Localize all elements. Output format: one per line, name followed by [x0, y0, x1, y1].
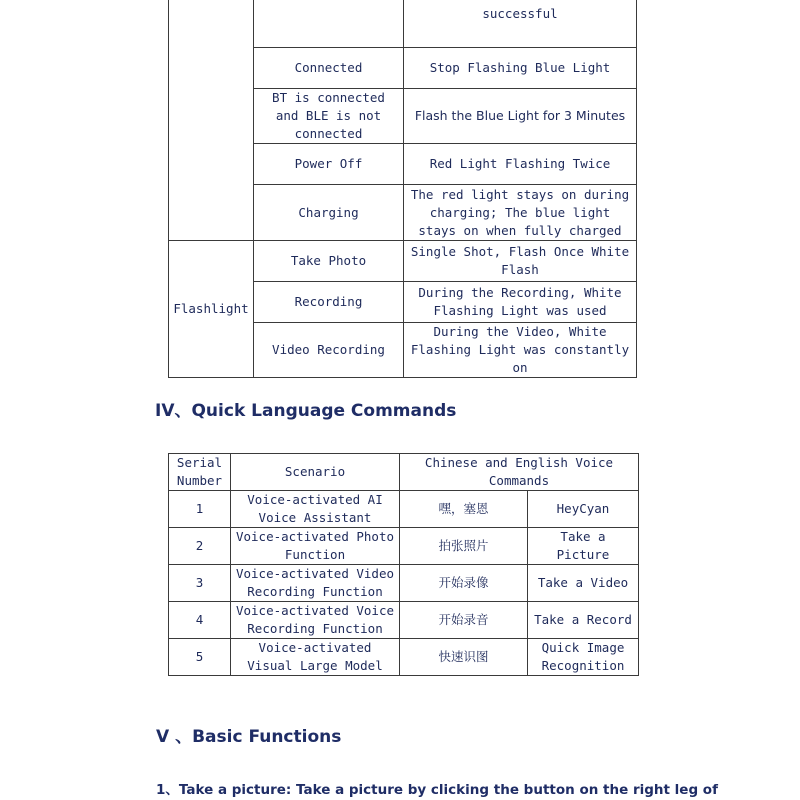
state-cell: Power Off — [254, 144, 404, 185]
take-picture-instruction: 1、Take a picture: Take a picture by clicking the button on the right leg of — [156, 782, 718, 798]
table-header-row — [169, 454, 639, 491]
group-cell-flashlight: Flashlight — [169, 241, 254, 378]
empty-group-cell — [169, 0, 254, 241]
indicator-cell: Single Shot, Flash Once White Flash — [404, 241, 637, 282]
scenario-cell: Voice-activated Video Recording Function — [231, 565, 400, 602]
chinese-command-cell: 开始录像 — [400, 565, 528, 602]
english-command-cell: HeyCyan — [528, 491, 639, 528]
state-cell: BT is connected and BLE is not connected — [254, 89, 404, 144]
table-row — [169, 241, 637, 282]
indicator-cell: During the Recording, White Flashing Light was used — [404, 282, 637, 323]
scenario-cell: Voice-activated Photo Function — [231, 528, 400, 565]
chinese-command-cell: 嘿，塞恩 — [400, 491, 528, 528]
english-command-cell: Quick Image Recognition — [528, 639, 639, 676]
indicator-cell: Flash the Blue Light for 3 Minutes — [404, 89, 637, 144]
scenario-cell: Voice-activated AI Voice Assistant — [231, 491, 400, 528]
serial-cell: 3 — [169, 565, 231, 602]
indicator-cell: The red light stays on during charging; The blue light stays on when fully charged — [404, 185, 637, 241]
header-voice-commands: Chinese and English Voice Commands — [400, 454, 639, 491]
section-heading-basic-functions: V 、Basic Functions — [156, 727, 342, 747]
serial-cell: 1 — [169, 491, 231, 528]
indicator-table — [168, 0, 637, 378]
serial-cell: 5 — [169, 639, 231, 676]
indicator-cell: Stop Flashing Blue Light — [404, 48, 637, 89]
english-command-cell: Take a Video — [528, 565, 639, 602]
state-cell: Charging — [254, 185, 404, 241]
state-cell: Recording — [254, 282, 404, 323]
english-command-cell: Take a Picture — [528, 528, 639, 565]
table-row — [169, 602, 639, 639]
chinese-command-cell: 快速识图 — [400, 639, 528, 676]
section-heading-quick-language-commands: IV、Quick Language Commands — [155, 401, 457, 421]
header-scenario: Scenario — [231, 454, 400, 491]
table-row — [169, 0, 637, 48]
serial-cell: 4 — [169, 602, 231, 639]
indicator-cell: During the Video, White Flashing Light was constantly on — [404, 323, 637, 378]
header-serial-number: Serial Number — [169, 454, 231, 491]
state-cell: Video Recording — [254, 323, 404, 378]
state-cell — [254, 0, 404, 48]
state-cell: Connected — [254, 48, 404, 89]
indicator-cell: successful — [404, 0, 637, 48]
chinese-command-cell: 开始录音 — [400, 602, 528, 639]
english-command-cell: Take a Record — [528, 602, 639, 639]
serial-cell: 2 — [169, 528, 231, 565]
chinese-command-cell: 拍张照片 — [400, 528, 528, 565]
state-cell: Take Photo — [254, 241, 404, 282]
table-row — [169, 528, 639, 565]
scenario-cell: Voice-activated Voice Recording Function — [231, 602, 400, 639]
voice-commands-table — [168, 453, 639, 676]
scenario-cell: Voice-activated Visual Large Model — [231, 639, 400, 676]
indicator-cell: Red Light Flashing Twice — [404, 144, 637, 185]
table-row — [169, 639, 639, 676]
table-row — [169, 565, 639, 602]
table-row — [169, 491, 639, 528]
